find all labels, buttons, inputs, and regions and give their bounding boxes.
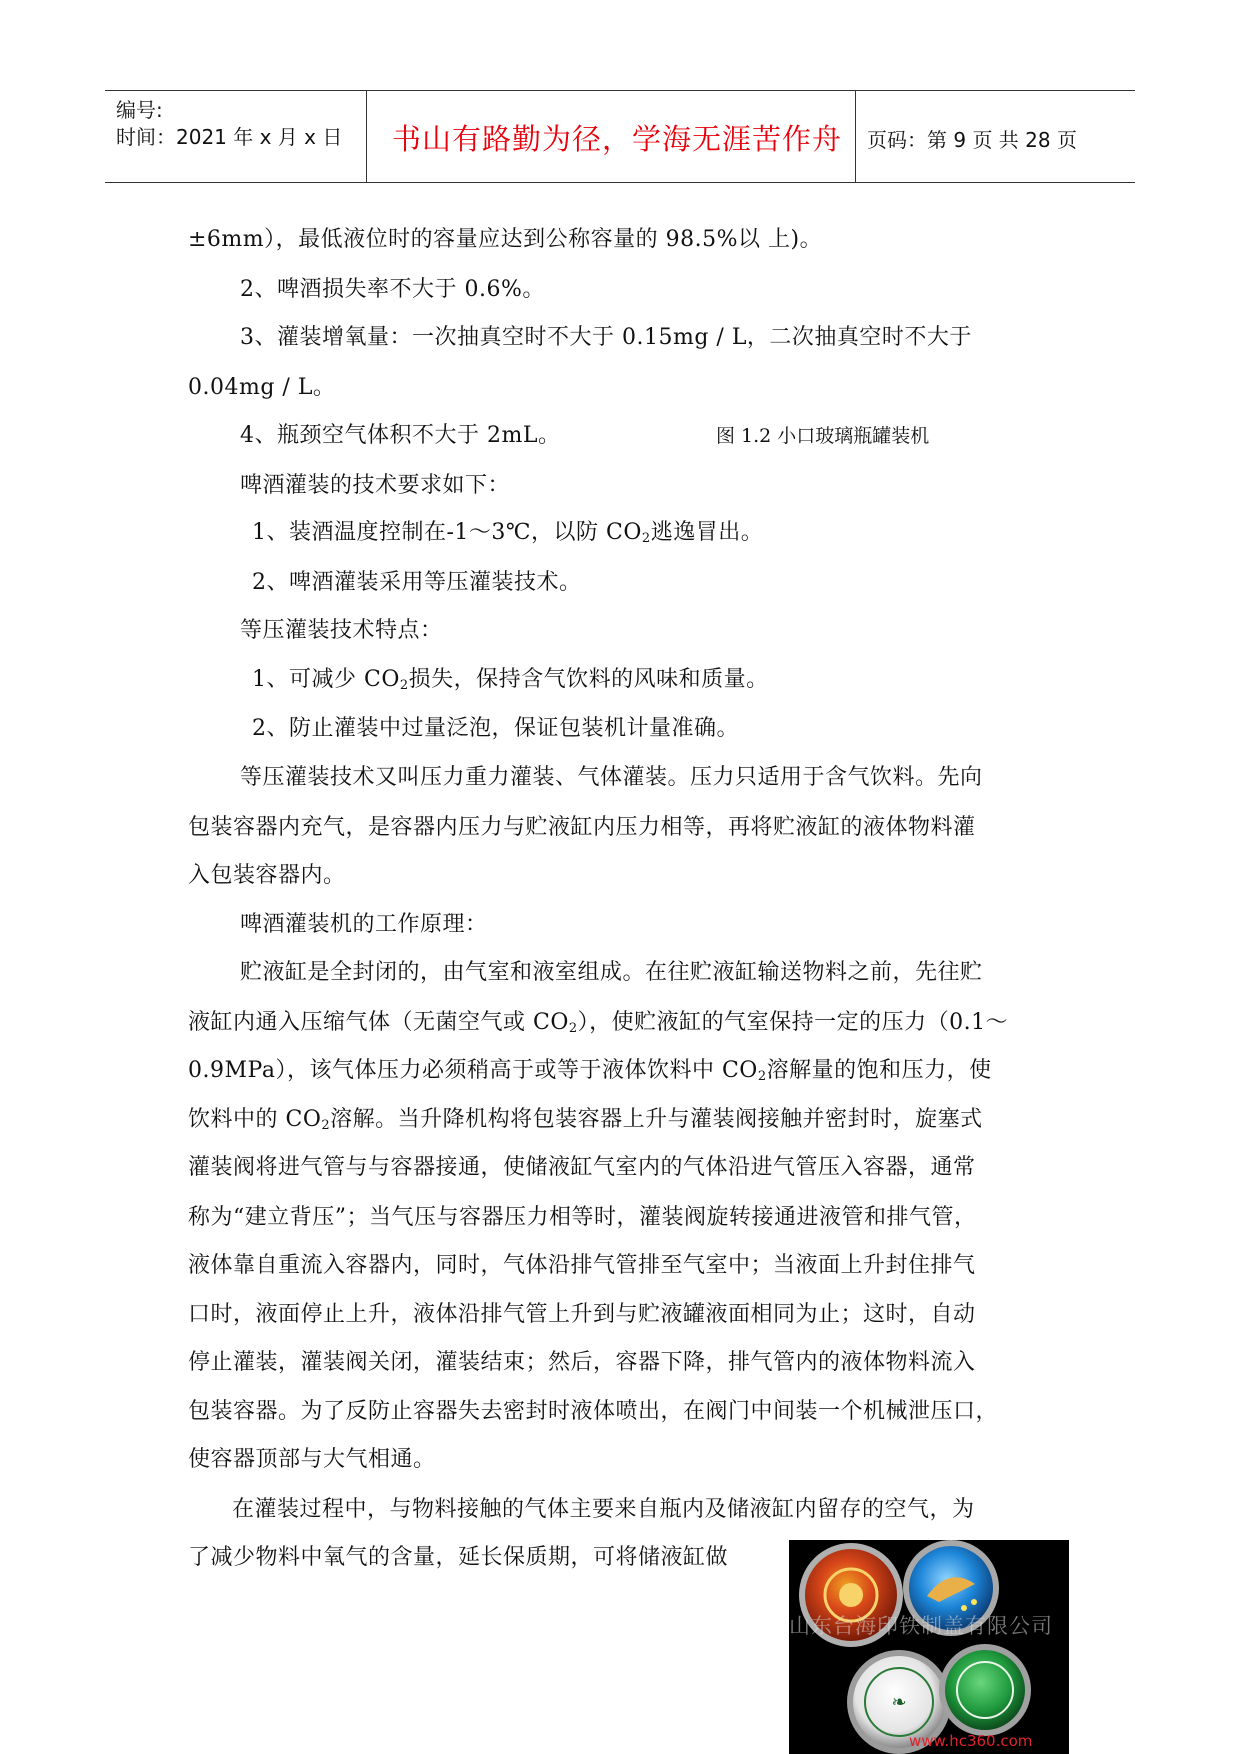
body-line: 等压灌装技术又叫压力重力灌装、气体灌装。压力只适用于含气饮料。先向 xyxy=(240,765,983,790)
body-line: 在灌装过程中，与物料接触的气体主要来自瓶内及储液缸内留存的空气，为 xyxy=(232,1497,975,1522)
body-line: 包装容器。为了反防止容器失去密封时液体喷出，在阀门中间装一个机械泄压口， xyxy=(188,1399,999,1424)
line-text: 液缸内通入压缩气体（无菌空气或 CO xyxy=(188,1010,569,1035)
body-line xyxy=(188,1005,1008,1036)
figure-caption: 图 1.2 小口玻璃瓶罐装机 xyxy=(716,425,930,447)
body-line: 包装容器内充气，是容器内压力与贮液缸内压力相等，再将贮液缸的液体物料灌 xyxy=(188,815,976,840)
body-line: 啤酒灌装机的工作原理： xyxy=(240,912,488,937)
body-line: 贮液缸是全封闭的，由气室和液室组成。在往贮液缸输送物料之前，先往贮 xyxy=(240,960,983,985)
header-divider-right xyxy=(855,90,856,183)
subscript: 2 xyxy=(321,1118,331,1133)
line-text: ），使贮液缸的气室保持一定的压力（0.1～ xyxy=(577,1010,1009,1035)
page-number-info: 页码：第 9 页 共 28 页 xyxy=(867,128,1077,152)
body-line: 等压灌装技术特点： xyxy=(240,618,443,643)
subscript: 2 xyxy=(568,1021,578,1036)
header-top-rule xyxy=(105,90,1135,91)
body-line xyxy=(188,1053,992,1084)
line-text: 损失，保持含气饮料的风味和质量。 xyxy=(408,667,769,692)
body-line: 口时，液面停止上升，液体沿排气管上升到与贮液罐液面相同为止；这时，自动 xyxy=(188,1302,976,1327)
body-line: 2、啤酒灌装采用等压灌装技术。 xyxy=(252,570,582,595)
svg-text:❧: ❧ xyxy=(891,1692,907,1713)
line-text: 饮料中的 CO xyxy=(188,1107,322,1132)
body-line: 2、啤酒损失率不大于 0.6%。 xyxy=(240,277,545,302)
line-text: 溶解量的饱和压力，使 xyxy=(766,1058,992,1083)
body-line: 入包装容器内。 xyxy=(188,863,346,888)
header-motto: 书山有路勤为径，学海无涯苦作舟 xyxy=(392,122,843,156)
document-number-label: 编号: xyxy=(116,98,163,122)
line-text: 1、可减少 CO xyxy=(252,667,400,692)
subscript: 2 xyxy=(399,678,409,693)
line-text: 逃逸冒出。 xyxy=(650,520,764,545)
body-line: 4、瓶颈空气体积不大于 2mL。 xyxy=(240,423,561,448)
subscript: 2 xyxy=(757,1069,767,1084)
line-text: 溶解。当升降机构将包装容器上升与灌装阀接触并密封时，旋塞式 xyxy=(330,1107,983,1132)
body-line xyxy=(252,662,769,693)
body-line: 使容器顶部与大气相通。 xyxy=(188,1447,436,1472)
bottle-caps-photo xyxy=(789,1540,1069,1754)
body-line: 了减少物料中氧气的含量，延长保质期，可将储液缸做 xyxy=(188,1545,729,1570)
body-line: 3、灌装增氧量：一次抽真空时不大于 0.15mg / L，二次抽真空时不大于 xyxy=(240,325,972,350)
body-line: 2、防止灌装中过量泛泡，保证包装机计量准确。 xyxy=(252,716,739,741)
photo-watermark: 山东台海印铁制盖有限公司 xyxy=(789,1614,1053,1638)
subscript: 2 xyxy=(641,531,651,546)
document-time-label: 时间：2021 年 x 月 x 日 xyxy=(116,125,343,149)
body-line: 停止灌装，灌装阀关闭，灌装结束；然后，容器下降，排气管内的液体物料流入 xyxy=(188,1350,976,1375)
bottle-caps-image xyxy=(789,1540,1069,1754)
body-line xyxy=(188,1102,983,1133)
body-line: 0.04mg / L。 xyxy=(188,375,336,400)
body-line: 液体靠自重流入容器内，同时，气体沿排气管排至气室中；当液面上升封住排气 xyxy=(188,1253,976,1278)
photo-site-watermark: www.hc360.com xyxy=(909,1732,1033,1750)
body-line: 啤酒灌装的技术要求如下： xyxy=(240,473,511,498)
body-line: ±6mm），最低液位时的容量应达到公称容量的 98.5%以 上)。 xyxy=(188,227,823,252)
line-text: 1、装酒温度控制在-1～3℃，以防 CO xyxy=(252,520,642,545)
body-line xyxy=(252,515,763,546)
body-line: 灌装阀将进气管与与容器接通，使储液缸气室内的气体沿进气管压入容器，通常 xyxy=(188,1155,976,1180)
header-divider-left xyxy=(366,90,367,183)
body-line: 称为“建立背压”；当气压与容器压力相等时，灌装阀旋转接通进液管和排气管， xyxy=(188,1205,977,1230)
line-text: 0.9MPa），该气体压力必须稍高于或等于液体饮料中 CO xyxy=(188,1058,758,1083)
header-bottom-rule xyxy=(105,182,1135,183)
